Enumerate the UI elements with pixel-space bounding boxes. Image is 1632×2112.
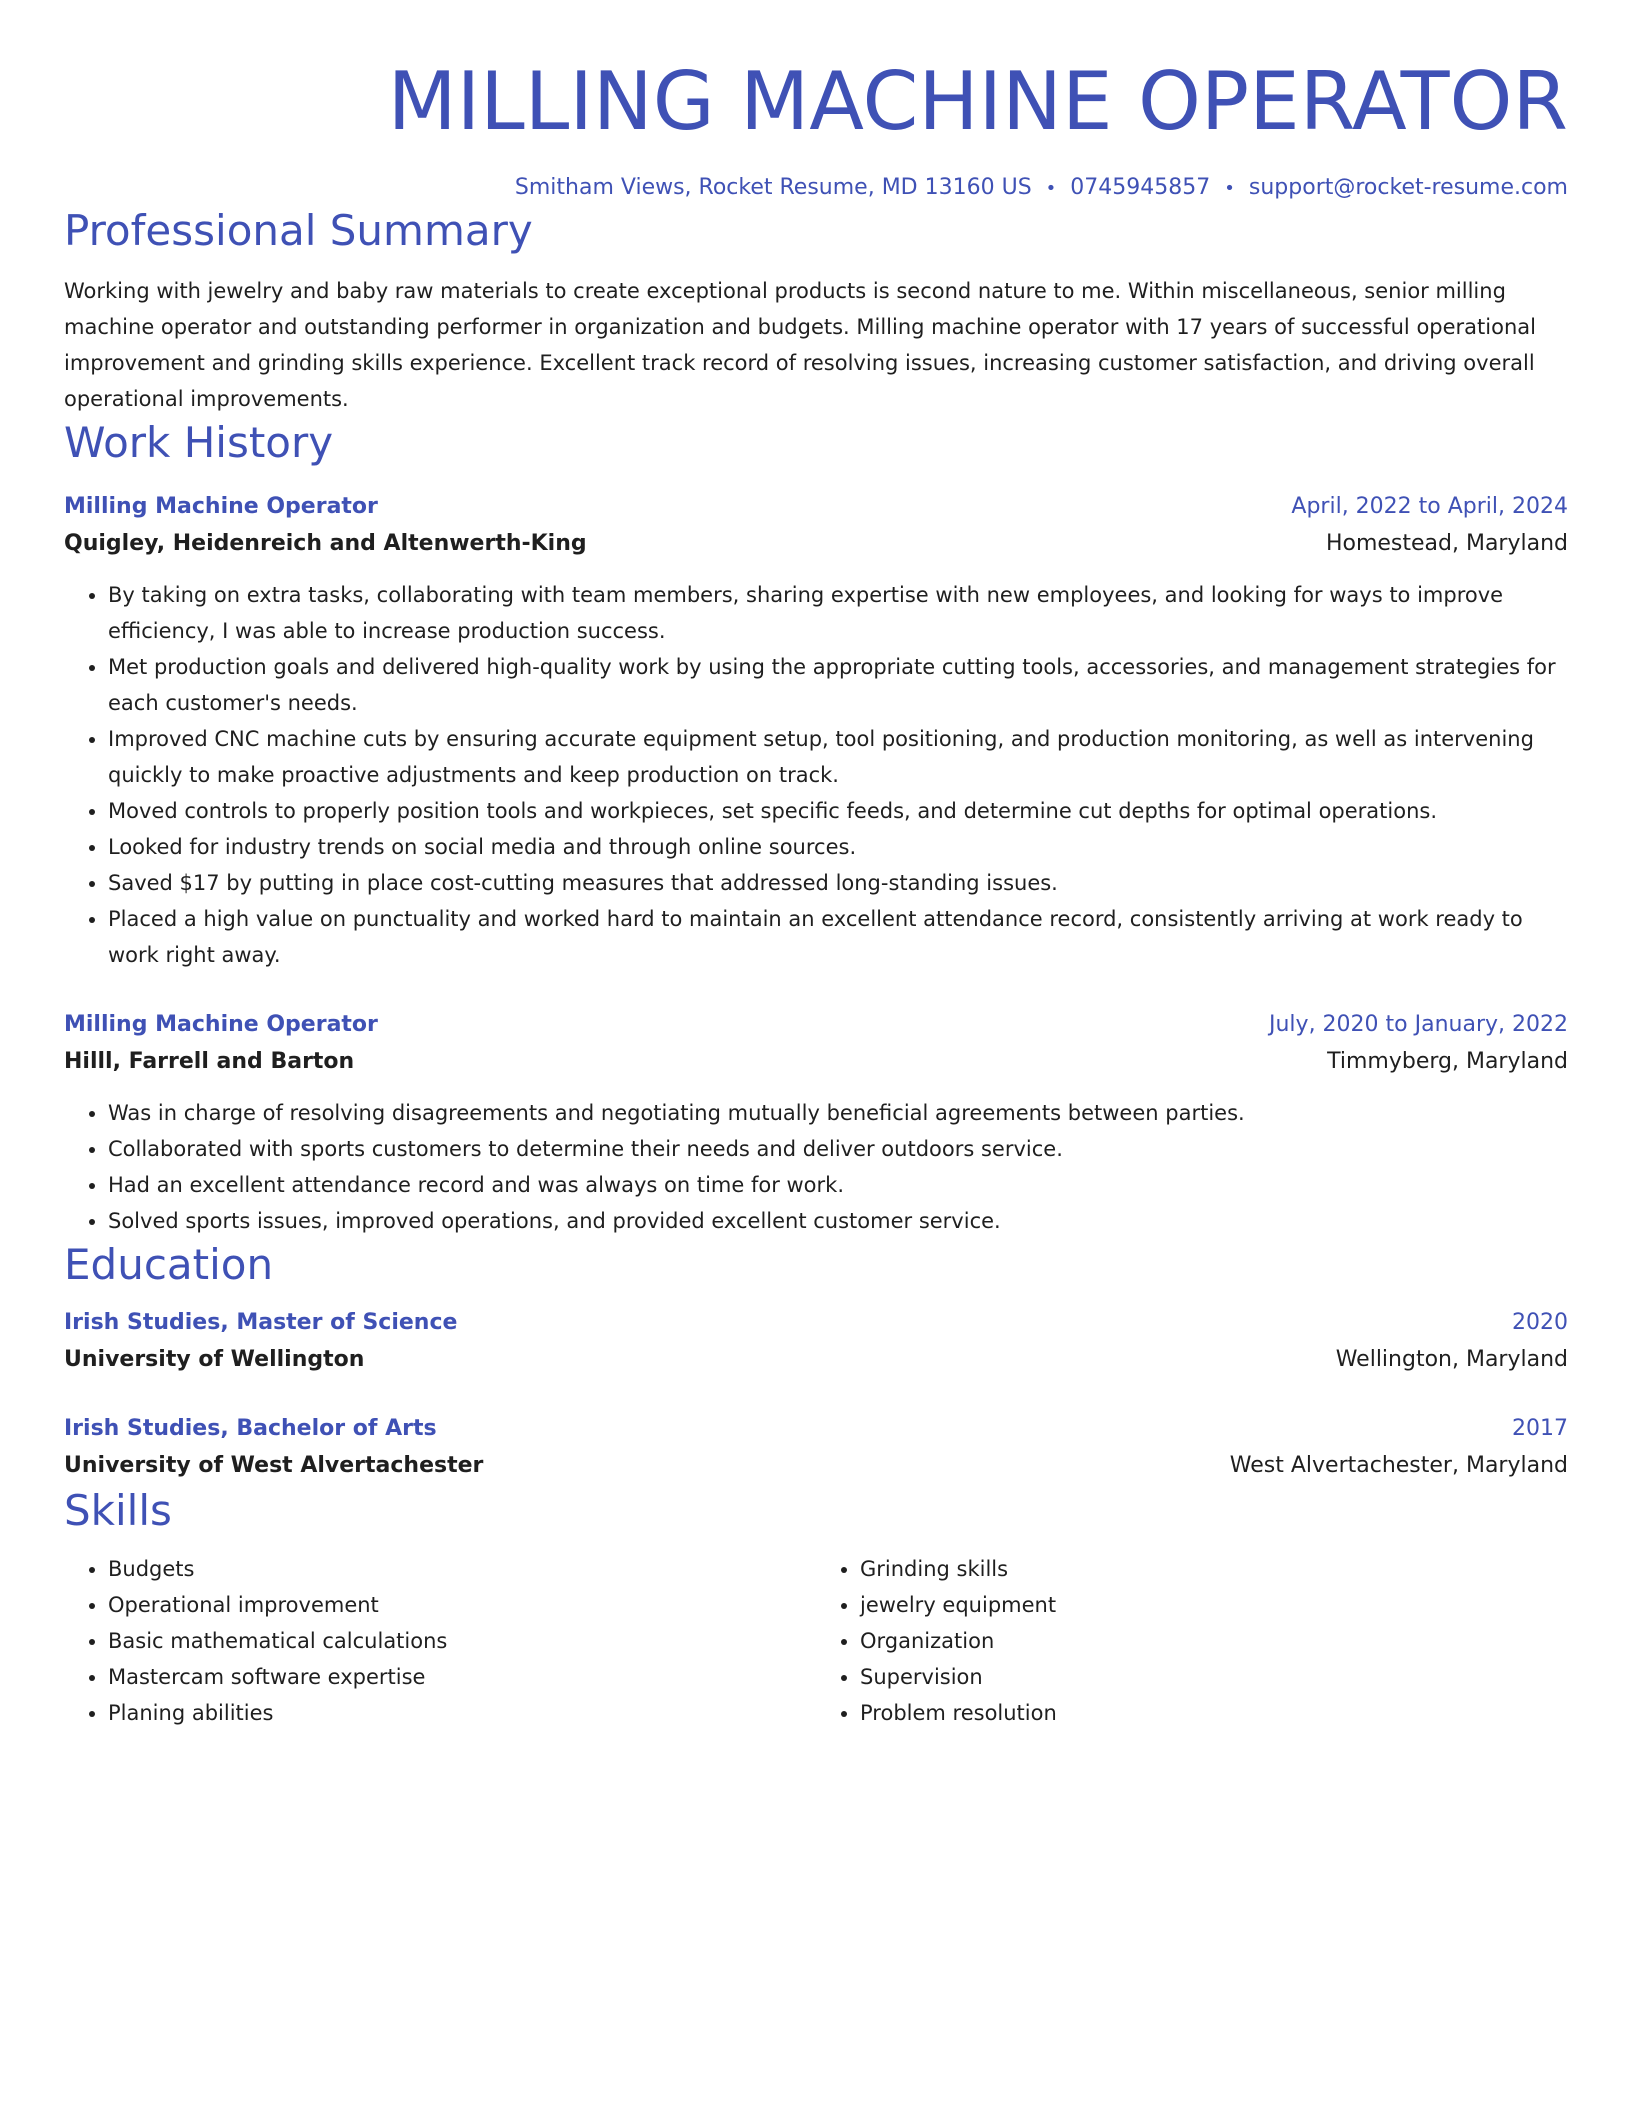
job-dates: July, 2020 to January, 2022 bbox=[1269, 1012, 1568, 1037]
education-entry bbox=[64, 1305, 1568, 1379]
job-bullet: • Improved CNC machine cuts by ensuring accurate equipment setup, tool positioning, and production monitoring, as well as intervening quickly to make proactive adjustments and keep production on track. bbox=[108, 721, 1568, 793]
summary-heading: Professional Summary bbox=[64, 206, 533, 255]
contact-address: Smitham Views, Rocket Resume, MD 13160 US bbox=[514, 175, 1032, 200]
education-year: 2017 bbox=[1512, 1416, 1568, 1441]
skill-item: • Operational improvement bbox=[108, 1587, 816, 1623]
job-dates: April, 2022 to April, 2024 bbox=[1291, 494, 1568, 519]
job-bullet: • By taking on extra tasks, collaborating with team members, sharing expertise with new employees, and looking for ways to improve efficiency, I was able to increase production success. bbox=[108, 577, 1568, 649]
skill-item: • Supervision bbox=[860, 1659, 1568, 1695]
job-role: Milling Machine Operator bbox=[64, 494, 378, 519]
job-location: Timmyberg, Maryland bbox=[1327, 1049, 1568, 1074]
contact-phone[interactable]: 0745945857 bbox=[1070, 175, 1211, 200]
job-bullet: • Saved $17 by putting in place cost-cutting measures that addressed long-standing issues. bbox=[108, 865, 1568, 901]
job-entry bbox=[64, 1007, 1568, 1239]
education-heading: Education bbox=[64, 1240, 274, 1289]
job-location: Homestead, Maryland bbox=[1325, 531, 1568, 556]
skill-item: • Organization bbox=[860, 1623, 1568, 1659]
education-location: West Alvertachester, Maryland bbox=[1229, 1453, 1568, 1478]
skill-item: • Budgets bbox=[108, 1551, 816, 1587]
job-bullet: • Met production goals and delivered high-quality work by using the appropriate cutting tools, accessories, and management strategies for each customer's needs. bbox=[108, 649, 1568, 721]
skills-column-right bbox=[816, 1551, 1568, 1731]
contact-line bbox=[64, 172, 1568, 205]
contact-separator: • bbox=[1045, 178, 1057, 199]
skill-item: • Problem resolution bbox=[860, 1695, 1568, 1731]
job-bullet: • Placed a high value on punctuality and worked hard to maintain an excellent attendance record, consistently arriving at work ready to work right away. bbox=[108, 901, 1568, 973]
skill-item: • Mastercam software expertise bbox=[108, 1659, 816, 1695]
job-bullets bbox=[64, 1095, 1568, 1239]
job-company: Quigley, Heidenreich and Altenwerth-King bbox=[64, 531, 587, 556]
education-school: University of Wellington bbox=[64, 1347, 365, 1372]
job-bullet: • Collaborated with sports customers to determine their needs and deliver outdoors service. bbox=[108, 1131, 1568, 1167]
skills-grid bbox=[64, 1551, 1568, 1731]
skill-item: • Grinding skills bbox=[860, 1551, 1568, 1587]
job-bullet: • Had an excellent attendance record and was always on time for work. bbox=[108, 1167, 1568, 1203]
skills-section bbox=[64, 1485, 1568, 1731]
skill-item: • jewelry equipment bbox=[860, 1587, 1568, 1623]
contact-separator: • bbox=[1224, 178, 1235, 199]
work-history-heading: Work History bbox=[64, 418, 334, 467]
job-bullet: • Looked for industry trends on social media and through online sources. bbox=[108, 829, 1568, 865]
skill-item: • Planing abilities bbox=[108, 1695, 816, 1731]
job-bullet: • Solved sports issues, improved operations, and provided excellent customer service. bbox=[108, 1203, 1568, 1239]
skills-column-left bbox=[64, 1551, 816, 1731]
summary-text: Working with jewelry and baby raw materials to create exceptional products is second nature to me. Within miscellaneous, senior milling machine operator and outstanding performer in organization and budgets. Milling machine operator with 17 years of successful operational improvement and grinding skills experience. Excellent track record of resolving issues, increasing customer satisfaction, and driving overall operational improvements. bbox=[64, 279, 1536, 411]
job-role: Milling Machine Operator bbox=[64, 1012, 378, 1037]
job-company: Hilll, Farrell and Barton bbox=[64, 1049, 355, 1074]
education-entry bbox=[64, 1411, 1568, 1485]
skills-heading: Skills bbox=[64, 1486, 172, 1535]
job-bullet: • Was in charge of resolving disagreements and negotiating mutually beneficial agreements between parties. bbox=[108, 1095, 1568, 1131]
education-location: Wellington, Maryland bbox=[1335, 1347, 1568, 1372]
candidate-name: MILLING MACHINE OPERATOR bbox=[387, 55, 1568, 148]
work-history-section bbox=[64, 417, 1568, 1239]
job-entry bbox=[64, 489, 1568, 973]
job-bullets bbox=[64, 577, 1568, 973]
skill-item: • Basic mathematical calculations bbox=[108, 1623, 816, 1659]
resume-header bbox=[64, 0, 1568, 205]
contact-email[interactable]: support@rocket-resume.com bbox=[1248, 175, 1568, 200]
education-year: 2020 bbox=[1512, 1310, 1568, 1335]
summary-section bbox=[64, 205, 1568, 417]
education-degree: Irish Studies, Bachelor of Arts bbox=[64, 1416, 437, 1441]
education-section bbox=[64, 1239, 1568, 1485]
education-school: University of West Alvertachester bbox=[64, 1453, 484, 1478]
education-degree: Irish Studies, Master of Science bbox=[64, 1310, 458, 1335]
job-bullet: • Moved controls to properly position tools and workpieces, set specific feeds, and determine cut depths for optimal operations. bbox=[108, 793, 1568, 829]
